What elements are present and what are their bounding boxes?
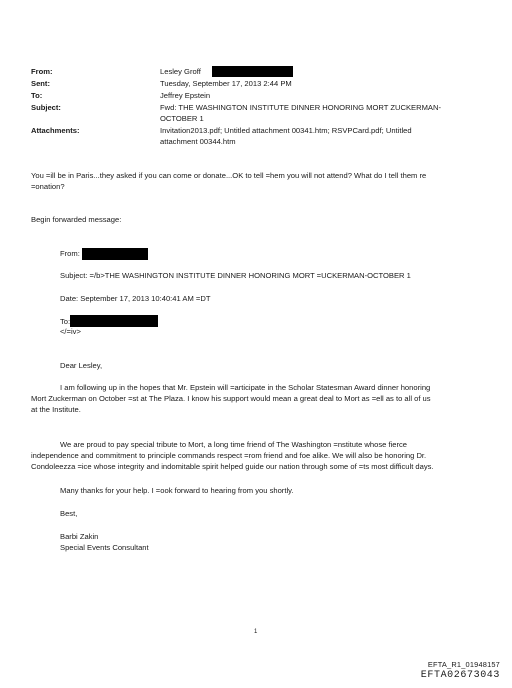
footer-id-2: EFTA02673043: [420, 670, 500, 681]
subject-line-2: OCTOBER 1: [160, 114, 204, 123]
fwd-to-label: To:: [60, 317, 71, 326]
from-label: From:: [31, 67, 53, 76]
p1-line-3: at the Institute.: [31, 405, 81, 414]
greeting: Dear Lesley,: [60, 361, 103, 370]
footer-id-1: EFTA_R1_01948157: [427, 660, 500, 669]
p2-line-2: independence and commitment to principle commands respect =rom friend and foe alike. We will also be honoring Dr.: [31, 451, 427, 460]
attachments-line-2: attachment 00344.htm: [160, 137, 236, 146]
fwd-date: Date: September 17, 2013 10:40:41 AM =DT: [60, 294, 211, 303]
attachments-line-1: Invitation2013.pdf; Untitled attachment 00341.htm; RSVPCard.pdf; Untitled: [160, 126, 412, 135]
subject-label: Subject:: [31, 103, 61, 112]
sent-label: Sent:: [31, 79, 50, 88]
redaction-block: [212, 66, 293, 77]
signature-name: Barbi Zakin: [60, 532, 99, 541]
from-value: Lesley Groff: [160, 67, 201, 76]
redaction-block: [70, 315, 158, 327]
p1-line-1: I am following up in the hopes that Mr. Epstein will =articipate in the Scholar Statesman Award dinner honoring: [60, 383, 431, 392]
to-label: To:: [31, 91, 43, 100]
fwd-from-label: From:: [60, 249, 80, 258]
sent-value: Tuesday, September 17, 2013 2:44 PM: [160, 79, 292, 88]
intro-line-2: =onation?: [31, 182, 65, 191]
subject-line-1: Fwd: THE WASHINGTON INSTITUTE DINNER HONORING MORT ZUCKERMAN-: [160, 103, 441, 112]
p2-line-1: We are proud to pay special tribute to Mort, a long time friend of The Washington =nstitute whose fierce: [60, 440, 408, 449]
signature-title: Special Events Consultant: [60, 543, 149, 552]
p3-text: Many thanks for your help. I =ook forward to hearing from you shortly.: [60, 486, 294, 495]
redaction-block: [82, 248, 148, 260]
p1-line-2: Mort Zuckerman on October =st at The Plaza. I know his support would mean a great deal to Mort as =ell as to all of us: [31, 394, 431, 403]
to-value: Jeffrey Epstein: [160, 91, 211, 100]
attachments-label: Attachments:: [31, 126, 80, 135]
intro-line-1: You =ill be in Paris...they asked if you can come or donate...OK to tell =hem you will not attend? What do I tell them re: [31, 171, 427, 180]
fwd-subject: Subject: =/b>THE WASHINGTON INSTITUTE DINNER HONORING MORT =UCKERMAN-OCTOBER 1: [60, 271, 411, 280]
page-number: 1: [254, 629, 258, 635]
fwd-div-close: </=iv>: [60, 327, 81, 336]
p2-line-3: Condoleezza =ice whose integrity and indomitable spirit helped guide our nation through some of =ts most difficult days.: [31, 462, 434, 471]
begin-forwarded: Begin forwarded message:: [31, 215, 122, 224]
closing: Best,: [60, 509, 78, 518]
